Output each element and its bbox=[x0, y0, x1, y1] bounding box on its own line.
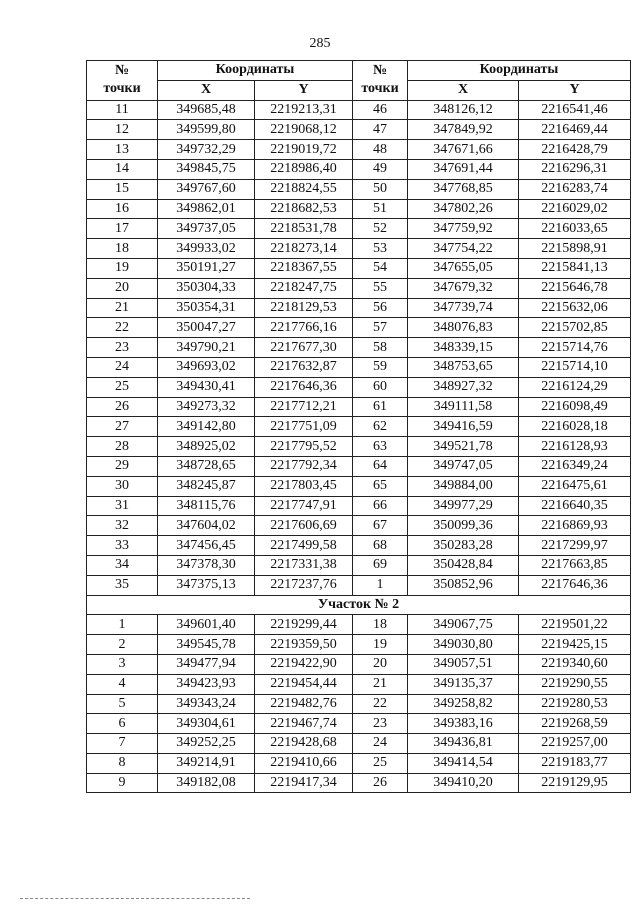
y-coordinate-cell: 2216428,79 bbox=[519, 140, 631, 160]
y-coordinate-cell: 2219425,15 bbox=[519, 635, 631, 655]
table-row bbox=[87, 536, 631, 556]
point-number-cell: 69 bbox=[353, 555, 408, 575]
table-row bbox=[87, 476, 631, 496]
y-coordinate-cell: 2219428,68 bbox=[255, 734, 353, 754]
x-coordinate-cell: 347759,92 bbox=[408, 219, 519, 239]
point-number-cell: 13 bbox=[87, 140, 158, 160]
y-coordinate-cell: 2216028,18 bbox=[519, 417, 631, 437]
point-number-cell: 22 bbox=[353, 694, 408, 714]
point-number-cell: 18 bbox=[87, 239, 158, 259]
table-row bbox=[87, 635, 631, 655]
y-coordinate-cell: 2218273,14 bbox=[255, 239, 353, 259]
table-row bbox=[87, 239, 631, 259]
y-coordinate-cell: 2215632,06 bbox=[519, 298, 631, 318]
table-row bbox=[87, 456, 631, 476]
y-coordinate-cell: 2219257,00 bbox=[519, 734, 631, 754]
point-number-cell: 55 bbox=[353, 278, 408, 298]
point-number-cell: 62 bbox=[353, 417, 408, 437]
point-number-cell: 51 bbox=[353, 199, 408, 219]
x-coordinate-cell: 347378,30 bbox=[158, 555, 255, 575]
y-coordinate-cell: 2215714,10 bbox=[519, 357, 631, 377]
x-coordinate-cell: 349414,54 bbox=[408, 753, 519, 773]
point-number-cell: 19 bbox=[353, 635, 408, 655]
num-sign: № bbox=[372, 63, 388, 79]
point-number-cell: 17 bbox=[87, 219, 158, 239]
point-number-cell: 22 bbox=[87, 318, 158, 338]
y-coordinate-cell: 2216541,46 bbox=[519, 100, 631, 120]
x-coordinate-cell: 347802,26 bbox=[408, 199, 519, 219]
point-number-cell: 59 bbox=[353, 357, 408, 377]
point-number-header-right bbox=[353, 61, 408, 101]
y-coordinate-cell: 2215841,13 bbox=[519, 258, 631, 278]
point-number-cell: 49 bbox=[353, 159, 408, 179]
point-number-cell: 18 bbox=[353, 615, 408, 635]
point-number-cell: 16 bbox=[87, 199, 158, 219]
x-coordinate-cell: 349601,40 bbox=[158, 615, 255, 635]
table-row bbox=[87, 179, 631, 199]
y-coordinate-cell: 2216128,93 bbox=[519, 437, 631, 457]
table-row bbox=[87, 318, 631, 338]
section-1-rows bbox=[87, 100, 631, 595]
point-number-cell: 6 bbox=[87, 714, 158, 734]
x-coordinate-cell: 348076,83 bbox=[408, 318, 519, 338]
x-coordinate-cell: 349343,24 bbox=[158, 694, 255, 714]
point-number-cell: 33 bbox=[87, 536, 158, 556]
x-coordinate-cell: 349599,80 bbox=[158, 120, 255, 140]
point-number-cell: 61 bbox=[353, 397, 408, 417]
point-number-cell: 26 bbox=[353, 773, 408, 793]
x-coordinate-cell: 349747,05 bbox=[408, 456, 519, 476]
x-coordinate-cell: 350047,27 bbox=[158, 318, 255, 338]
point-number-cell: 48 bbox=[353, 140, 408, 160]
x-coordinate-cell: 349977,29 bbox=[408, 496, 519, 516]
y-coordinate-cell: 2219417,34 bbox=[255, 773, 353, 793]
x-coordinate-cell: 349737,05 bbox=[158, 219, 255, 239]
y-coordinate-cell: 2216283,74 bbox=[519, 179, 631, 199]
y-coordinate-cell: 2219019,72 bbox=[255, 140, 353, 160]
point-number-cell: 46 bbox=[353, 100, 408, 120]
point-number-cell: 47 bbox=[353, 120, 408, 140]
table-row bbox=[87, 258, 631, 278]
x-coordinate-cell: 347849,92 bbox=[408, 120, 519, 140]
y-coordinate-cell: 2219340,60 bbox=[519, 654, 631, 674]
x-coordinate-cell: 349685,48 bbox=[158, 100, 255, 120]
point-number-cell: 1 bbox=[87, 615, 158, 635]
y-coordinate-cell: 2217331,38 bbox=[255, 555, 353, 575]
point-number-cell: 3 bbox=[87, 654, 158, 674]
point-number-cell: 31 bbox=[87, 496, 158, 516]
x-coordinate-cell: 347456,45 bbox=[158, 536, 255, 556]
table-row bbox=[87, 615, 631, 635]
point-number-cell: 34 bbox=[87, 555, 158, 575]
point-number-cell: 63 bbox=[353, 437, 408, 457]
coordinates-header-right: Координаты bbox=[408, 61, 631, 81]
table-row bbox=[87, 674, 631, 694]
point-number-cell: 50 bbox=[353, 179, 408, 199]
x-coordinate-cell: 349436,81 bbox=[408, 734, 519, 754]
y-coordinate-cell: 2217747,91 bbox=[255, 496, 353, 516]
table-row bbox=[87, 753, 631, 773]
table-row bbox=[87, 734, 631, 754]
point-number-cell: 23 bbox=[87, 338, 158, 358]
y-coordinate-cell: 2219213,31 bbox=[255, 100, 353, 120]
y-coordinate-cell: 2218367,55 bbox=[255, 258, 353, 278]
x-coordinate-cell: 350191,27 bbox=[158, 258, 255, 278]
coordinates-header-left: Координаты bbox=[158, 61, 353, 81]
y-coordinate-cell: 2216869,93 bbox=[519, 516, 631, 536]
point-number-cell: 21 bbox=[353, 674, 408, 694]
scan-edge-line bbox=[20, 898, 250, 899]
x-coordinate-cell: 349273,32 bbox=[158, 397, 255, 417]
x-coordinate-cell: 349430,41 bbox=[158, 377, 255, 397]
y-coordinate-cell: 2216124,29 bbox=[519, 377, 631, 397]
table-row bbox=[87, 140, 631, 160]
table-row bbox=[87, 199, 631, 219]
table-row bbox=[87, 100, 631, 120]
point-number-cell: 11 bbox=[87, 100, 158, 120]
point-number-cell: 20 bbox=[353, 654, 408, 674]
y-coordinate-cell: 2218986,40 bbox=[255, 159, 353, 179]
point-number-cell: 24 bbox=[353, 734, 408, 754]
point-number-cell: 19 bbox=[87, 258, 158, 278]
table-row bbox=[87, 159, 631, 179]
y-coordinate-cell: 2217646,36 bbox=[519, 575, 631, 595]
x-coordinate-cell: 347375,13 bbox=[158, 575, 255, 595]
point-number-cell: 20 bbox=[87, 278, 158, 298]
section-2-rows bbox=[87, 615, 631, 793]
y-header-right: Y bbox=[519, 80, 631, 100]
point-number-cell: 67 bbox=[353, 516, 408, 536]
x-coordinate-cell: 348126,12 bbox=[408, 100, 519, 120]
x-coordinate-cell: 347754,22 bbox=[408, 239, 519, 259]
y-coordinate-cell: 2218247,75 bbox=[255, 278, 353, 298]
x-coordinate-cell: 347691,44 bbox=[408, 159, 519, 179]
y-coordinate-cell: 2217766,16 bbox=[255, 318, 353, 338]
point-number-cell: 66 bbox=[353, 496, 408, 516]
x-coordinate-cell: 349214,91 bbox=[158, 753, 255, 773]
table-row bbox=[87, 714, 631, 734]
points-label: точки bbox=[103, 81, 141, 97]
y-coordinate-cell: 2216098,49 bbox=[519, 397, 631, 417]
y-coordinate-cell: 2219290,55 bbox=[519, 674, 631, 694]
y-coordinate-cell: 2219359,50 bbox=[255, 635, 353, 655]
x-coordinate-cell: 349252,25 bbox=[158, 734, 255, 754]
point-number-cell: 21 bbox=[87, 298, 158, 318]
table-row bbox=[87, 516, 631, 536]
y-coordinate-cell: 2216349,24 bbox=[519, 456, 631, 476]
point-number-cell: 23 bbox=[353, 714, 408, 734]
point-number-cell: 60 bbox=[353, 377, 408, 397]
table-row bbox=[87, 575, 631, 595]
point-number-cell: 4 bbox=[87, 674, 158, 694]
table-row bbox=[87, 357, 631, 377]
page-number: 285 bbox=[309, 36, 331, 51]
point-number-cell: 57 bbox=[353, 318, 408, 338]
x-coordinate-cell: 349258,82 bbox=[408, 694, 519, 714]
x-coordinate-cell: 350304,33 bbox=[158, 278, 255, 298]
point-number-cell: 53 bbox=[353, 239, 408, 259]
x-coordinate-cell: 349423,93 bbox=[158, 674, 255, 694]
y-coordinate-cell: 2217237,76 bbox=[255, 575, 353, 595]
table-row bbox=[87, 278, 631, 298]
point-number-cell: 56 bbox=[353, 298, 408, 318]
x-coordinate-cell: 349410,20 bbox=[408, 773, 519, 793]
y-coordinate-cell: 2218129,53 bbox=[255, 298, 353, 318]
point-number-cell: 9 bbox=[87, 773, 158, 793]
y-coordinate-cell: 2217712,21 bbox=[255, 397, 353, 417]
x-coordinate-cell: 350428,84 bbox=[408, 555, 519, 575]
point-number-cell: 24 bbox=[87, 357, 158, 377]
x-coordinate-cell: 347671,66 bbox=[408, 140, 519, 160]
y-coordinate-cell: 2219068,12 bbox=[255, 120, 353, 140]
x-coordinate-cell: 347739,74 bbox=[408, 298, 519, 318]
point-number-cell: 28 bbox=[87, 437, 158, 457]
y-coordinate-cell: 2216640,35 bbox=[519, 496, 631, 516]
x-coordinate-cell: 349304,61 bbox=[158, 714, 255, 734]
point-number-cell: 14 bbox=[87, 159, 158, 179]
y-coordinate-cell: 2219454,44 bbox=[255, 674, 353, 694]
x-coordinate-cell: 348339,15 bbox=[408, 338, 519, 358]
table-row bbox=[87, 397, 631, 417]
x-coordinate-cell: 348753,65 bbox=[408, 357, 519, 377]
x-coordinate-cell: 347768,85 bbox=[408, 179, 519, 199]
x-coordinate-cell: 349845,75 bbox=[158, 159, 255, 179]
x-coordinate-cell: 350283,28 bbox=[408, 536, 519, 556]
x-coordinate-cell: 349933,02 bbox=[158, 239, 255, 259]
point-number-cell: 52 bbox=[353, 219, 408, 239]
num-sign: № bbox=[114, 63, 130, 79]
x-coordinate-cell: 349521,78 bbox=[408, 437, 519, 457]
x-coordinate-cell: 349142,80 bbox=[158, 417, 255, 437]
y-coordinate-cell: 2216296,31 bbox=[519, 159, 631, 179]
section-2-title: Участок № 2 bbox=[87, 595, 631, 615]
x-coordinate-cell: 348925,02 bbox=[158, 437, 255, 457]
y-coordinate-cell: 2215702,85 bbox=[519, 318, 631, 338]
x-coordinate-cell: 350099,36 bbox=[408, 516, 519, 536]
y-coordinate-cell: 2217632,87 bbox=[255, 357, 353, 377]
point-number-cell: 7 bbox=[87, 734, 158, 754]
y-coordinate-cell: 2216475,61 bbox=[519, 476, 631, 496]
point-number-cell: 35 bbox=[87, 575, 158, 595]
x-coordinate-cell: 349416,59 bbox=[408, 417, 519, 437]
y-coordinate-cell: 2218682,53 bbox=[255, 199, 353, 219]
x-coordinate-cell: 349767,60 bbox=[158, 179, 255, 199]
y-coordinate-cell: 2217299,97 bbox=[519, 536, 631, 556]
y-coordinate-cell: 2219268,59 bbox=[519, 714, 631, 734]
x-coordinate-cell: 347679,32 bbox=[408, 278, 519, 298]
y-coordinate-cell: 2217499,58 bbox=[255, 536, 353, 556]
y-coordinate-cell: 2218824,55 bbox=[255, 179, 353, 199]
y-coordinate-cell: 2219501,22 bbox=[519, 615, 631, 635]
table-row bbox=[87, 219, 631, 239]
point-number-cell: 32 bbox=[87, 516, 158, 536]
y-coordinate-cell: 2219467,74 bbox=[255, 714, 353, 734]
y-coordinate-cell: 2215646,78 bbox=[519, 278, 631, 298]
point-number-cell: 25 bbox=[353, 753, 408, 773]
x-coordinate-cell: 349862,01 bbox=[158, 199, 255, 219]
point-number-cell: 8 bbox=[87, 753, 158, 773]
point-number-cell: 54 bbox=[353, 258, 408, 278]
point-number-cell: 68 bbox=[353, 536, 408, 556]
coordinates-table bbox=[86, 60, 631, 793]
point-number-cell: 25 bbox=[87, 377, 158, 397]
table-row bbox=[87, 555, 631, 575]
point-number-cell: 15 bbox=[87, 179, 158, 199]
point-number-cell: 5 bbox=[87, 694, 158, 714]
point-number-cell: 1 bbox=[353, 575, 408, 595]
y-coordinate-cell: 2219422,90 bbox=[255, 654, 353, 674]
y-coordinate-cell: 2219410,66 bbox=[255, 753, 353, 773]
x-coordinate-cell: 349477,94 bbox=[158, 654, 255, 674]
x-coordinate-cell: 349693,02 bbox=[158, 357, 255, 377]
table-row bbox=[87, 298, 631, 318]
x-coordinate-cell: 349790,21 bbox=[158, 338, 255, 358]
y-coordinate-cell: 2217803,45 bbox=[255, 476, 353, 496]
y-coordinate-cell: 2217663,85 bbox=[519, 555, 631, 575]
y-coordinate-cell: 2219280,53 bbox=[519, 694, 631, 714]
point-number-cell: 12 bbox=[87, 120, 158, 140]
table-row bbox=[87, 120, 631, 140]
y-coordinate-cell: 2215714,76 bbox=[519, 338, 631, 358]
table-row bbox=[87, 694, 631, 714]
y-coordinate-cell: 2219482,76 bbox=[255, 694, 353, 714]
point-number-cell: 65 bbox=[353, 476, 408, 496]
point-number-cell: 29 bbox=[87, 456, 158, 476]
y-coordinate-cell: 2217677,30 bbox=[255, 338, 353, 358]
y-coordinate-cell: 2217792,34 bbox=[255, 456, 353, 476]
table-row bbox=[87, 377, 631, 397]
x-coordinate-cell: 349884,00 bbox=[408, 476, 519, 496]
x-coordinate-cell: 347604,02 bbox=[158, 516, 255, 536]
x-coordinate-cell: 349111,58 bbox=[408, 397, 519, 417]
point-number-cell: 64 bbox=[353, 456, 408, 476]
y-coordinate-cell: 2217606,69 bbox=[255, 516, 353, 536]
x-coordinate-cell: 348728,65 bbox=[158, 456, 255, 476]
point-number-cell: 26 bbox=[87, 397, 158, 417]
x-coordinate-cell: 348245,87 bbox=[158, 476, 255, 496]
table-row bbox=[87, 654, 631, 674]
x-header-right: X bbox=[408, 80, 519, 100]
y-coordinate-cell: 2216029,02 bbox=[519, 199, 631, 219]
x-coordinate-cell: 349135,37 bbox=[408, 674, 519, 694]
x-coordinate-cell: 347655,05 bbox=[408, 258, 519, 278]
x-coordinate-cell: 349057,51 bbox=[408, 654, 519, 674]
point-number-header-left bbox=[87, 61, 158, 101]
x-header-left: X bbox=[158, 80, 255, 100]
y-coordinate-cell: 2217646,36 bbox=[255, 377, 353, 397]
table-row bbox=[87, 338, 631, 358]
y-coordinate-cell: 2215898,91 bbox=[519, 239, 631, 259]
y-coordinate-cell: 2219299,44 bbox=[255, 615, 353, 635]
table-row bbox=[87, 773, 631, 793]
y-coordinate-cell: 2216033,65 bbox=[519, 219, 631, 239]
table-row bbox=[87, 417, 631, 437]
y-coordinate-cell: 2218531,78 bbox=[255, 219, 353, 239]
x-coordinate-cell: 348115,76 bbox=[158, 496, 255, 516]
x-coordinate-cell: 350852,96 bbox=[408, 575, 519, 595]
table-header bbox=[87, 61, 631, 101]
y-coordinate-cell: 2219183,77 bbox=[519, 753, 631, 773]
point-number-cell: 2 bbox=[87, 635, 158, 655]
x-coordinate-cell: 349383,16 bbox=[408, 714, 519, 734]
x-coordinate-cell: 349030,80 bbox=[408, 635, 519, 655]
x-coordinate-cell: 348927,32 bbox=[408, 377, 519, 397]
x-coordinate-cell: 350354,31 bbox=[158, 298, 255, 318]
y-coordinate-cell: 2217795,52 bbox=[255, 437, 353, 457]
point-number-cell: 30 bbox=[87, 476, 158, 496]
points-label: точки bbox=[361, 81, 399, 97]
y-header-left: Y bbox=[255, 80, 353, 100]
y-coordinate-cell: 2216469,44 bbox=[519, 120, 631, 140]
y-coordinate-cell: 2219129,95 bbox=[519, 773, 631, 793]
section-2 bbox=[87, 595, 631, 615]
x-coordinate-cell: 349545,78 bbox=[158, 635, 255, 655]
x-coordinate-cell: 349182,08 bbox=[158, 773, 255, 793]
point-number-cell: 27 bbox=[87, 417, 158, 437]
y-coordinate-cell: 2217751,09 bbox=[255, 417, 353, 437]
x-coordinate-cell: 349732,29 bbox=[158, 140, 255, 160]
x-coordinate-cell: 349067,75 bbox=[408, 615, 519, 635]
point-number-cell: 58 bbox=[353, 338, 408, 358]
table-row bbox=[87, 496, 631, 516]
table-row bbox=[87, 437, 631, 457]
